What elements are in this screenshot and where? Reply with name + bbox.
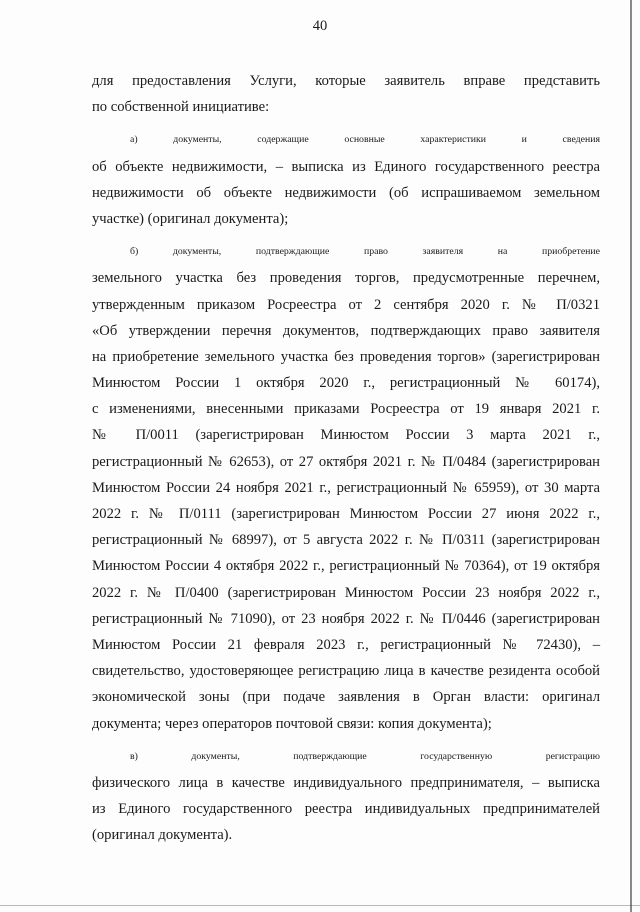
text-line: б) документы, подтверждающие право заявителя на приобретение xyxy=(130,246,600,258)
text-line: участке) (оригинал документа); xyxy=(92,210,289,227)
text-line: физического лица в качестве индивидуального предпринимателя, – выписка xyxy=(92,774,600,791)
text-line: для предоставления Услуги, которые заявитель вправе представить xyxy=(92,73,600,89)
text-line: № П/0011 (зарегистрирован Минюстом России 3 марта 2021 г., xyxy=(92,427,600,444)
text-line: Минюстом России 21 февраля 2023 г., регистрационный № 72430), – xyxy=(92,636,600,653)
text-line: 2022 г. № П/0111 (зарегистрирован Минюстом России 27 июня 2022 г., xyxy=(92,506,600,522)
text-line: утвержденным приказом Росреестра от 2 сентября 2020 г. № П/0321 xyxy=(92,296,600,313)
paragraph xyxy=(92,744,600,849)
text-line: недвижимости об объекте недвижимости (об испрашиваемом земельном xyxy=(92,184,600,201)
text-line: 2022 г. № П/0400 (зарегистрирован Минюстом России 23 ноября 2022 г., xyxy=(92,584,600,601)
paragraph-gap xyxy=(92,232,600,239)
page-number: 40 xyxy=(312,18,328,34)
paragraph xyxy=(92,68,600,120)
text-line: Минюстом России 24 ноября 2021 г., регистрационный № 65959), от 30 марта xyxy=(92,479,600,496)
text-line: «Об утверждении перечня документов, подтверждающих право заявителя xyxy=(92,322,600,339)
scan-edge-right xyxy=(630,0,632,912)
text-line: регистрационный № 62653), от 27 октября 2021 г. № П/0484 (зарегистрирован xyxy=(92,453,600,470)
text-line: Минюстом России 1 октября 2020 г., регистрационный № 60174), xyxy=(92,375,600,392)
text-line: по собственной инициативе: xyxy=(92,99,270,116)
text-line: с изменениями, внесенными приказами Росреестра от 19 января 2021 г. xyxy=(92,401,600,418)
text-line: регистрационный № 68997), от 5 августа 2022 г. № П/0311 (зарегистрирован xyxy=(92,532,600,549)
text-line: а) документы, содержащие основные характеристики и сведения xyxy=(130,134,600,146)
paragraph xyxy=(92,127,600,232)
text-line: земельного участка без проведения торгов, предусмотренные перечнем, xyxy=(92,270,600,287)
text-line: Минюстом России 4 октября 2022 г., регистрационный № 70364), от 19 октября xyxy=(92,558,600,575)
text-line: на приобретение земельного участка без проведения торгов» (зарегистрирован xyxy=(92,348,600,365)
text-line: документа; через операторов почтовой связи: копия документа); xyxy=(92,715,492,732)
text-line: экономической зоны (при подаче заявления в Орган власти: оригинал xyxy=(92,689,600,706)
text-line: об объекте недвижимости, – выписка из Единого государственного реестра xyxy=(92,158,600,175)
scan-edge-bottom xyxy=(0,905,640,906)
text-line: в) документы, подтверждающие государственную регистрацию xyxy=(130,750,600,762)
text-line: свидетельство, удостоверяющее регистрацию лица в качестве резидента особой xyxy=(92,663,600,680)
document-body xyxy=(92,68,600,848)
paragraph-gap xyxy=(92,120,600,127)
paragraph-gap xyxy=(92,737,600,744)
text-line: из Единого государственного реестра индивидуальных предпринимателей xyxy=(92,801,600,818)
text-line: регистрационный № 71090), от 23 ноября 2022 г. № П/0446 (зарегистрирован xyxy=(92,610,600,627)
text-line: (оригинал документа). xyxy=(92,827,233,844)
paragraph xyxy=(92,239,600,737)
